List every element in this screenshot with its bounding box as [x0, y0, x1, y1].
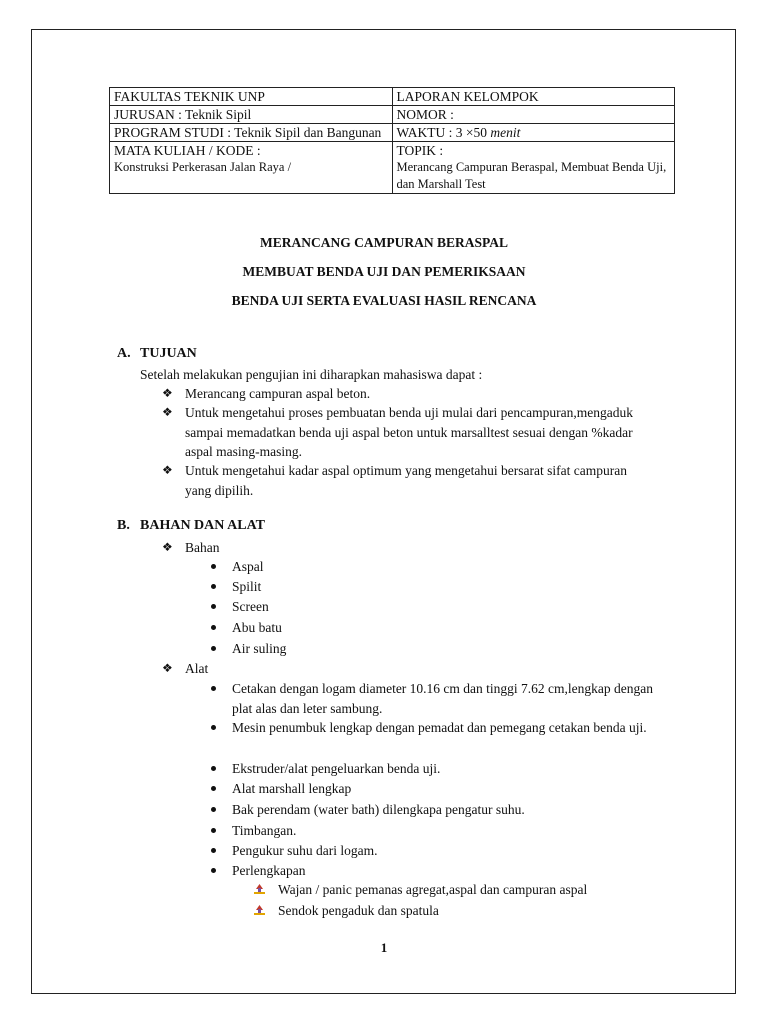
round-bullet-icon	[211, 766, 216, 771]
page-number: 1	[380, 940, 388, 955]
bahan-item: Screen	[232, 599, 269, 614]
header-table	[109, 87, 675, 194]
bahan-group	[162, 538, 462, 558]
round-bullet-icon	[211, 868, 216, 873]
list-item	[210, 800, 655, 820]
round-bullet-icon	[211, 625, 216, 630]
alat-label: Alat	[185, 661, 209, 676]
waktu-label: WAKTU : 3 ×50	[396, 125, 487, 140]
topik-value: Merancang Campuran Beraspal, Membuat Benda Uji, dan Marshall Test	[396, 160, 667, 191]
list-item	[210, 639, 510, 659]
perlengkapan-item: Wajan / panic pemanas agregat,aspal dan campuran aspal	[278, 882, 588, 897]
fakultas-cell: FAKULTAS TEKNIK UNP	[110, 88, 393, 106]
mata-kuliah-label: MATA KULIAH / KODE :	[114, 143, 261, 158]
jurusan-cell: JURUSAN : Teknik Sipil	[110, 106, 393, 124]
alat-item: Bak perendam (water bath) dilengkapa pengatur suhu.	[232, 802, 525, 817]
diamond-bullet-icon: ❖	[162, 386, 173, 400]
bahan-item: Air suling	[232, 641, 287, 656]
diamond-bullet-icon: ❖	[162, 463, 173, 477]
section-a-intro: Setelah melakukan pengujian ini diharapkan mahasiswa dapat :	[140, 367, 483, 382]
laporan-cell: LAPORAN KELOMPOK	[392, 88, 675, 106]
topik-label: TOPIK :	[396, 143, 444, 158]
section-b-letter: B.	[117, 518, 130, 533]
title-line-2: MEMBUAT BENDA UJI DAN PEMERIKSAAN	[242, 264, 526, 279]
round-bullet-icon	[211, 564, 216, 569]
arrow-bullet-icon	[254, 884, 265, 895]
nomor-cell: NOMOR :	[392, 106, 675, 124]
section-a-letter: A.	[117, 346, 131, 361]
round-bullet-icon	[211, 686, 216, 691]
list-item	[254, 901, 674, 921]
section-b-heading	[117, 518, 265, 534]
alat-item: Ekstruder/alat pengeluarkan benda uji.	[232, 761, 441, 776]
list-item	[210, 821, 655, 841]
mata-kuliah-cell	[110, 142, 393, 194]
section-b-title: BAHAN DAN ALAT	[140, 518, 265, 533]
list-item	[210, 577, 510, 597]
alat-item: Timbangan.	[232, 823, 297, 838]
list-item	[210, 759, 655, 779]
bahan-label: Bahan	[185, 540, 220, 555]
waktu-unit: menit	[490, 125, 521, 140]
round-bullet-icon	[211, 828, 216, 833]
waktu-cell	[392, 124, 675, 142]
diamond-bullet-icon: ❖	[162, 540, 173, 554]
bahan-item: Abu batu	[232, 620, 282, 635]
title-line-3: BENDA UJI SERTA EVALUASI HASIL RENCANA	[231, 293, 537, 308]
section-a-title: TUJUAN	[140, 346, 197, 361]
alat-item: Pengukur suhu dari logam.	[232, 843, 378, 858]
alat-item: Alat marshall lengkap	[232, 781, 352, 796]
title-line-1: MERANCANG CAMPURAN BERASPAL	[260, 235, 508, 250]
round-bullet-icon	[211, 807, 216, 812]
mata-kuliah-value: Konstruksi Perkerasan Jalan Raya /	[114, 160, 292, 174]
round-bullet-icon	[211, 604, 216, 609]
list-item	[254, 880, 674, 900]
list-item	[210, 861, 655, 881]
list-item	[210, 718, 655, 738]
round-bullet-icon	[211, 848, 216, 853]
tujuan-item-2: Untuk mengetahui proses pembuatan benda uji mulai dari pencampuran,mengaduk sampai memadatkan benda uji aspal beton untuk marsalltest sesuai dengan %kadar aspal masing-masing.	[185, 405, 633, 459]
round-bullet-icon	[211, 584, 216, 589]
alat-item: Perlengkapan	[232, 863, 306, 878]
list-item	[210, 841, 655, 861]
document-title	[100, 233, 668, 320]
diamond-bullet-icon: ❖	[162, 661, 173, 675]
list-item	[162, 403, 660, 462]
list-item	[162, 384, 672, 404]
arrow-bullet-icon	[254, 905, 265, 916]
round-bullet-icon	[211, 786, 216, 791]
tujuan-item-3: Untuk mengetahui kadar aspal optimum yang mengetahui bersarat sifat campuran yang dipilih.	[185, 463, 627, 498]
alat-group	[162, 659, 462, 679]
list-item	[162, 461, 652, 500]
round-bullet-icon	[211, 646, 216, 651]
topik-cell	[392, 142, 675, 194]
tujuan-item-1: Merancang campuran aspal beton.	[185, 386, 371, 401]
program-studi-cell: PROGRAM STUDI : Teknik Sipil dan Bangunan	[110, 124, 393, 142]
bahan-item: Aspal	[232, 559, 264, 574]
list-item	[210, 597, 510, 617]
list-item	[210, 618, 510, 638]
bahan-item: Spilit	[232, 579, 262, 594]
perlengkapan-item: Sendok pengaduk dan spatula	[278, 903, 439, 918]
list-item	[210, 557, 510, 577]
round-bullet-icon	[211, 725, 216, 730]
list-item	[210, 679, 675, 718]
section-a-heading	[117, 346, 197, 362]
alat-item: Cetakan dengan logam diameter 10.16 cm dan tinggi 7.62 cm,lengkap dengan plat alas dan leter sambung.	[232, 681, 654, 716]
alat-item: Mesin penumbuk lengkap dengan pemadat dan pemegang cetakan benda uji.	[232, 720, 647, 735]
diamond-bullet-icon: ❖	[162, 405, 173, 419]
list-item	[210, 779, 655, 799]
